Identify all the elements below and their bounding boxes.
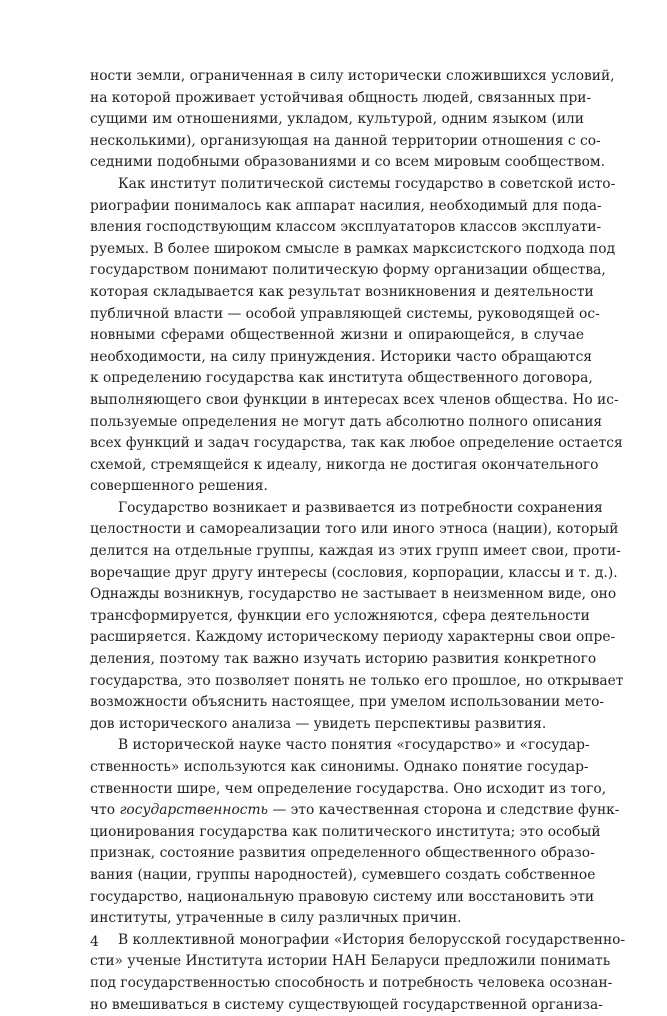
- text-line: новными сферами общественной жизни и опирающейся, в случае: [90, 327, 584, 344]
- text-line: дов исторического анализа — увидеть перспективы развития.: [90, 715, 547, 732]
- text-line: деления, поэтому так важно изучать историю развития конкретного: [90, 651, 597, 668]
- text-line: трансформируется, функции его усложняются, сфера деятельности: [90, 607, 590, 624]
- text-line: что государственность — это качественная сторона и следствие функ-: [90, 802, 620, 819]
- text-line: необходимости, на силу принуждения. Историки часто обращаются: [90, 348, 592, 365]
- page-number: 4: [90, 934, 99, 950]
- paragraph: [90, 930, 626, 1016]
- paragraph: [90, 498, 624, 736]
- text-line: ственность» используются как синонимы. Однако понятие государ-: [90, 759, 589, 775]
- text-line: признак, состояние развития определенного общественного образо-: [90, 845, 595, 862]
- text-line: сти» ученые Института истории НАН Беларуси предложили понимать: [90, 953, 611, 970]
- text-line: пользуемые определения не могут дать абсолютно полного описания: [90, 413, 603, 430]
- text-line: риографии понималось как аппарат насилия, необходимый для пода-: [90, 197, 602, 214]
- text-line: ности земли, ограниченная в силу исторически сложившихся условий,: [90, 68, 615, 84]
- text-line: Как институт политической системы государство в советской исто-: [118, 175, 616, 192]
- text-line: ционирования государства как политического института; это особый: [90, 823, 601, 840]
- text-line: государства, это позволяет понять не только его прошлое, но открывает: [90, 672, 624, 689]
- text-line: воречащие друг другу интересы (сословия, корпорации, классы и т. д.).: [90, 564, 618, 581]
- text-line: всех функций и задач государства, так как любое определение остается: [90, 435, 623, 452]
- text-line: институты, утраченные в силу различных причин.: [90, 910, 462, 927]
- text-line: делится на отдельные группы, каждая из этих групп имеет свои, проти-: [90, 543, 621, 560]
- text-line: сущими им отношениями, укладом, культурой, одним языком (или: [90, 111, 584, 128]
- text-line: В коллективной монографии «История белорусской государственно-: [118, 931, 626, 948]
- text-line: но вмешиваться в систему существующей государственной организа-: [90, 996, 603, 1013]
- text-line: совершенного решения.: [90, 478, 268, 495]
- text-line: седними подобными образованиями и со всем мировым сообществом.: [90, 154, 605, 171]
- text-line: В исторической науке часто понятия «государство» и «государ-: [118, 737, 590, 754]
- text-line: расширяется. Каждому историческому периоду характерны свои опре-: [90, 629, 616, 646]
- paragraph: [90, 66, 615, 174]
- text-line: публичной власти — особой управляющей системы, руководящей ос-: [90, 305, 600, 322]
- text-line: Государство возникает и развивается из потребности сохранения: [118, 499, 603, 516]
- text-line: целостности и самореализации того или иного этноса (нации), который: [90, 521, 619, 538]
- text-line: вания (нации, группы народностей), сумевшего создать собственное: [90, 866, 596, 883]
- text-line: руемых. В более широком смысле в рамках марксистского подхода под: [90, 240, 616, 257]
- text-line: несколькими), организующая на данной территории отношения с со-: [90, 132, 601, 149]
- text-line: схемой, стремящейся к идеалу, никогда не достигая окончательного: [90, 456, 599, 473]
- text-line: на которой проживает устойчивая общность людей, связанных при-: [90, 89, 592, 106]
- text-line: под государственностью способность и потребность человека осознан-: [90, 974, 613, 991]
- text-line: выполняющего свои функции в интересах всех членов общества. Но ис-: [90, 391, 619, 408]
- text-line: государством понимают политическую форму организации общества,: [90, 262, 606, 279]
- text-line: возможности объяснить настоящее, при умелом использовании мето-: [90, 694, 605, 711]
- text-line: государство, национальную правовую систему или восстановить эти: [90, 888, 595, 905]
- text-line: ственности шире, чем определение государства. Оно исходит из того,: [90, 780, 607, 797]
- text-line: вления господствующим классом эксплуататоров классов эксплуати-: [90, 219, 602, 236]
- text-line: к определению государства как института общественного договора,: [90, 370, 593, 387]
- paragraph: [90, 174, 623, 498]
- text-line: Однажды возникнув, государство не застывает в неизменном виде, оно: [90, 586, 617, 603]
- page-body: [90, 66, 626, 1016]
- text-line: которая складывается как результат возникновения и деятельности: [90, 283, 594, 300]
- paragraph: [90, 735, 620, 929]
